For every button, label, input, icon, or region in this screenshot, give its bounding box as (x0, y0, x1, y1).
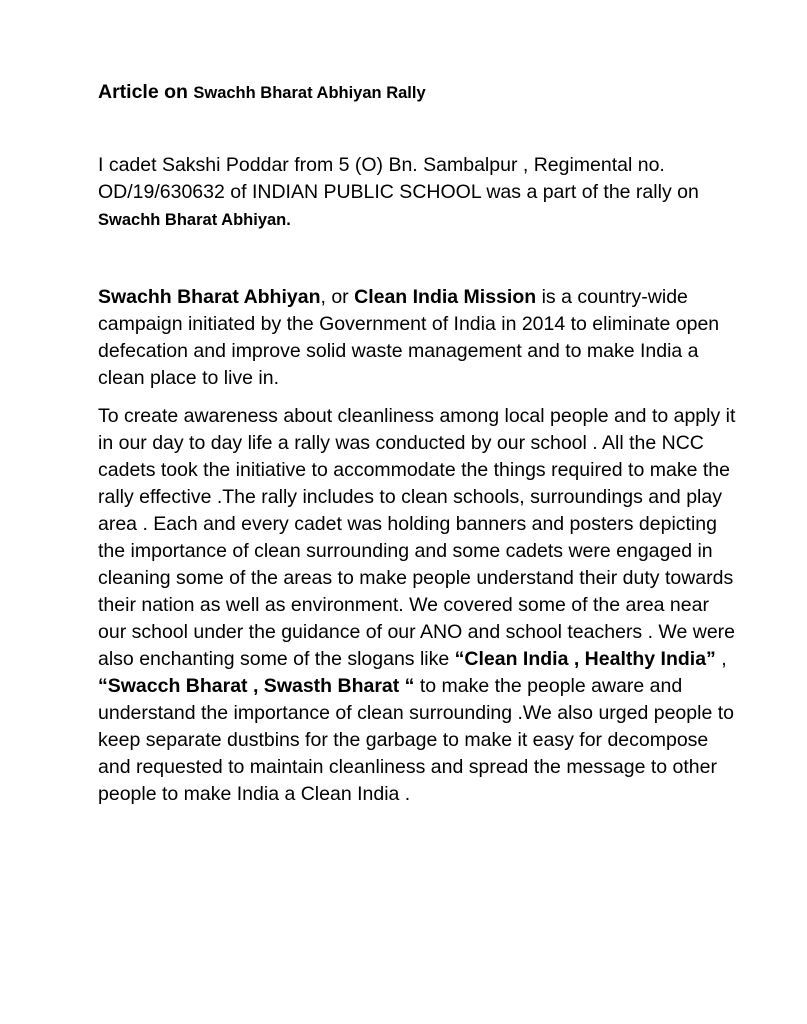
term-join: , or (320, 286, 349, 308)
rally-text-1: To create awareness about cleanliness among local people and to apply it in our day to day life a rally was conducted by our school . All the NCC cadets took the initiative to accommodate the things required to make the rally effective .The rally includes to clean schools, surroundings and play area . Each and every cadet was holding banners and posters depicting the importance of clean surrounding and some cadets were engaged in cleaning some of the areas to make people understand their duty towards their nation as well as environment. We covered some of the area near our school under the guidance of our ANO and school teachers . We were also enchanting some of the slogans like (98, 405, 736, 670)
intro-text: I cadet Sakshi Poddar from 5 (O) Bn. Sambalpur , Regimental no. OD/19/630632 of INDIAN PUBLIC SCHOOL was a part of the rally on (98, 154, 699, 203)
article-title (98, 80, 426, 105)
intro-emphasis: Swachh Bharat Abhiyan. (98, 211, 291, 229)
definition-text: is a country-wide campaign initiated by the Government of India in 2014 to eliminate open defecation and improve solid waste management and to make India a clean place to live in. (98, 286, 720, 389)
term-clean-india-mission: Clean India Mission (354, 286, 537, 308)
slogan-clean-india: “Clean India , Healthy India” (454, 648, 716, 670)
title-prefix: Article on (98, 81, 188, 103)
slogan-separator: , (721, 648, 727, 670)
slogan-swacch-bharat: “Swacch Bharat , Swasth Bharat “ (98, 675, 415, 697)
title-subject: Swachh Bharat Abhiyan Rally (193, 84, 426, 102)
paragraph-definition (98, 284, 738, 392)
rally-text-2: to make the people aware and understand the importance of clean surrounding .We also urged people to keep separate dustbins for the garbage to make it easy for decompose and requested to maintain cleanliness and spread the message to other people to make India a Clean India . (98, 675, 734, 805)
paragraph-rally (98, 403, 738, 808)
intro-paragraph (98, 152, 738, 234)
term-swachh-bharat: Swachh Bharat Abhiyan (98, 286, 321, 308)
